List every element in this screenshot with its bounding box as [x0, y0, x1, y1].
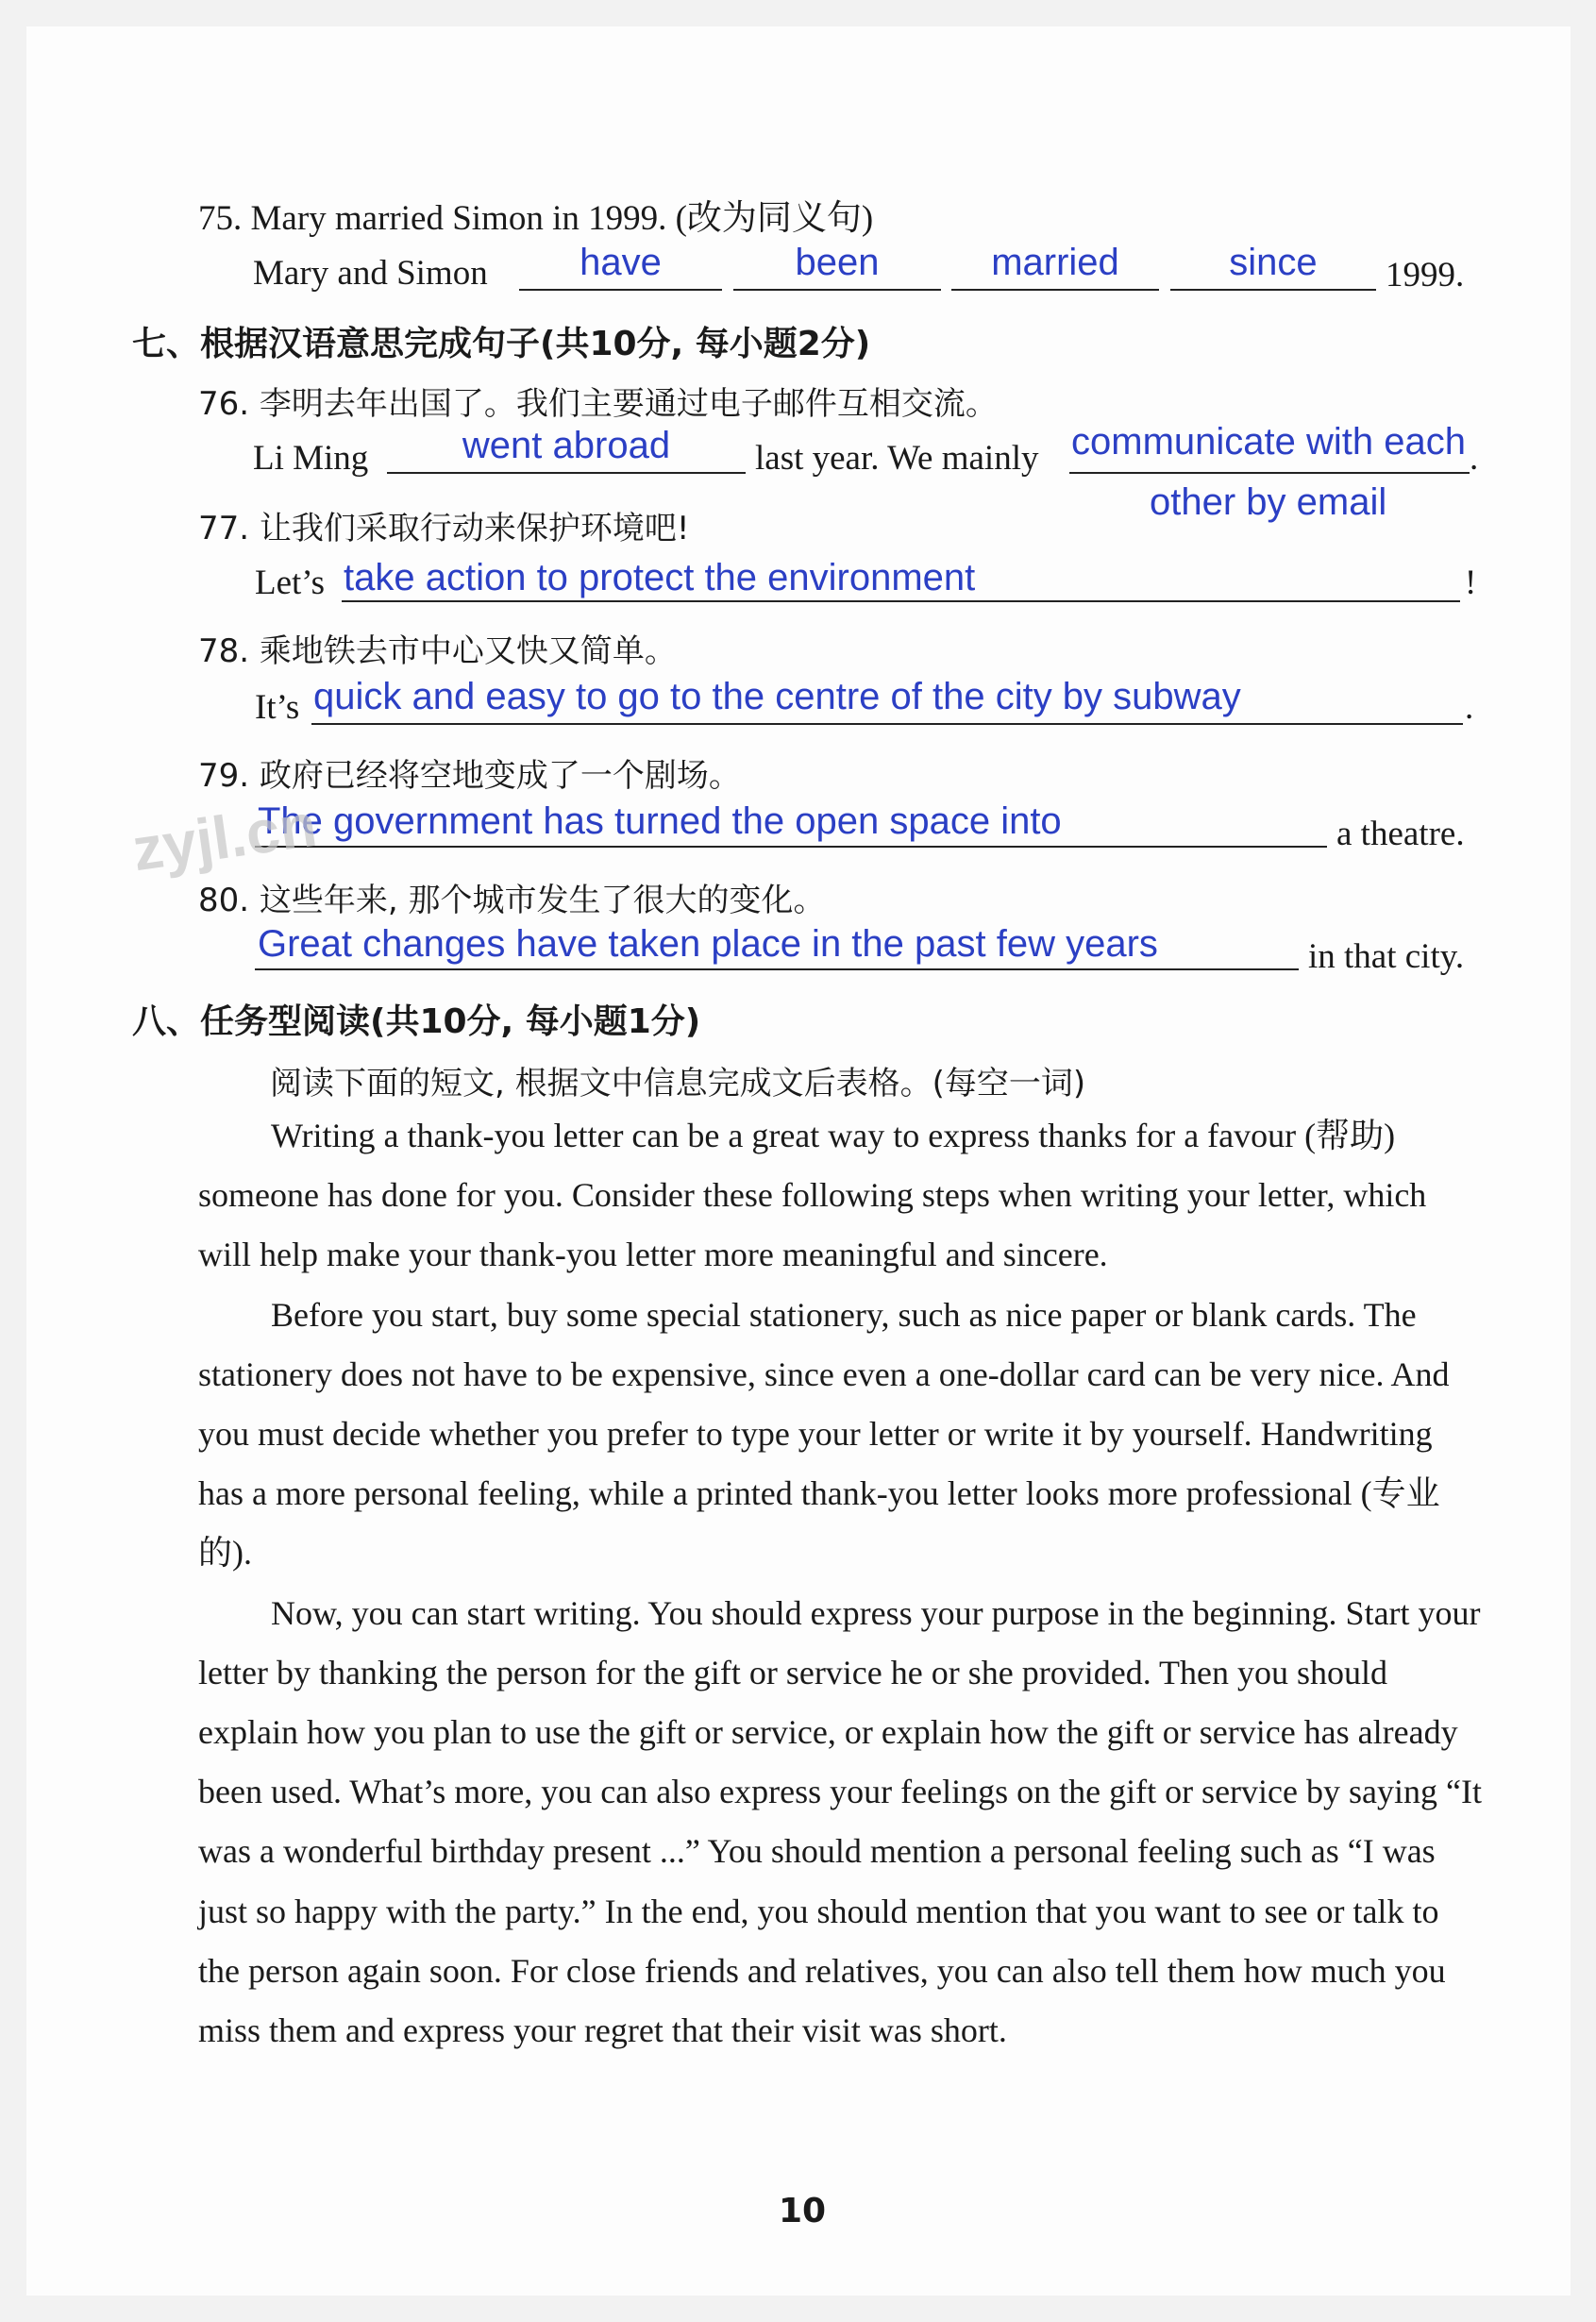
q76-lead: Li Ming	[253, 439, 369, 478]
q76-answer-1: went abroad	[462, 425, 671, 466]
q78-tail: .	[1465, 688, 1474, 727]
q79-blank	[255, 846, 1327, 848]
q75-tail: 1999.	[1386, 256, 1465, 294]
page-number: 10	[779, 2192, 827, 2230]
section-8-instruction: 阅读下面的短文, 根据文中信息完成文后表格。(每空一词)	[270, 1065, 1086, 1102]
q75-blank-1	[519, 244, 722, 291]
q79-prompt: 79. 政府已经将空地变成了一个剧场。	[198, 757, 741, 795]
q75-lead: Mary and Simon	[253, 254, 488, 293]
watermark-logo: zyjl.cn	[127, 790, 321, 884]
q76-middle: last year. We mainly	[755, 439, 1039, 478]
passage-paragraph-3: Now, you can start writing. You should express your purpose in the beginning. Start your letter by thanking the person for the gift or service he or she provided. Then you should explain how you plan to use the gift or service, or explain how the gift or service has already been used. What’s more, you can also express your feelings on the gift or service by saying “It was a wonderful birthday present ...” You should mention a personal feeling such as “I was just so happy with the party.” In the end, you should mention that you want to see or talk to the person again soon. For close friends and relatives, you can also tell them how much you miss them and express your regret that their visit was short.	[198, 1593, 1482, 2050]
q76-answer-2-line-2: other by email	[1150, 481, 1387, 523]
q76-tail: .	[1470, 439, 1479, 478]
q77-prompt: 77. 让我们采取行动来保护环境吧!	[198, 510, 690, 547]
section-7-title: 七、根据汉语意思完成句子(共10分, 每小题2分)	[132, 325, 871, 363]
q79-answer: The government has turned the open space into	[258, 800, 1062, 842]
reading-passage	[198, 1106, 1482, 2061]
q76-blank-2	[1069, 472, 1470, 474]
q77-answer: take action to protect the environment	[344, 557, 976, 598]
q78-blank	[311, 723, 1463, 725]
q76-answer-2-line-1: communicate with each	[1071, 421, 1466, 463]
q75-blank-4	[1170, 244, 1376, 291]
q80-blank	[255, 968, 1299, 970]
q75-answer-3: married	[991, 242, 1119, 283]
q75-answer-1: have	[580, 242, 662, 283]
q78-answer: quick and easy to go to the centre of the city by subway	[313, 676, 1241, 717]
q80-prompt: 80. 这些年来, 那个城市发生了很大的变化。	[198, 882, 826, 919]
q77-tail: !	[1465, 564, 1477, 602]
passage-paragraph-2: Before you start, buy some special stationery, such as nice paper or blank cards. The stationery does not have to be expensive, since even a one-dollar card can be very nice. And you must decide whether you prefer to type your letter or write it by yourself. Handwriting has a more personal feeling, while a printed thank-you letter looks more professional (专业的).	[198, 1295, 1450, 1573]
q77-lead: Let’s	[255, 564, 325, 602]
passage-paragraph-1: Writing a thank-you letter can be a great way to express thanks for a favour (帮助) someone has done for you. Consider these following steps when writing your letter, which will help make your thank-you letter more meaningful and sincere.	[198, 1117, 1427, 1274]
q78-lead: It’s	[255, 688, 300, 727]
q77-blank	[342, 600, 1460, 602]
q76-prompt: 76. 李明去年出国了。我们主要通过电子邮件互相交流。	[198, 385, 998, 423]
q80-answer: Great changes have taken place in the past few years	[258, 923, 1158, 965]
q76-blank-1	[387, 427, 746, 474]
section-8-title: 八、任务型阅读(共10分, 每小题1分)	[132, 1002, 701, 1041]
q78-prompt: 78. 乘地铁去市中心又快又简单。	[198, 632, 677, 670]
q75-blank-3	[951, 244, 1159, 291]
q79-tail: a theatre.	[1336, 815, 1465, 853]
q80-tail: in that city.	[1308, 937, 1465, 976]
q75-blank-2	[733, 244, 941, 291]
q75-answer-4: since	[1229, 242, 1318, 283]
q75-answer-2: been	[795, 242, 880, 283]
q75-prompt: 75. Mary married Simon in 1999. (改为同义句)	[198, 199, 874, 238]
